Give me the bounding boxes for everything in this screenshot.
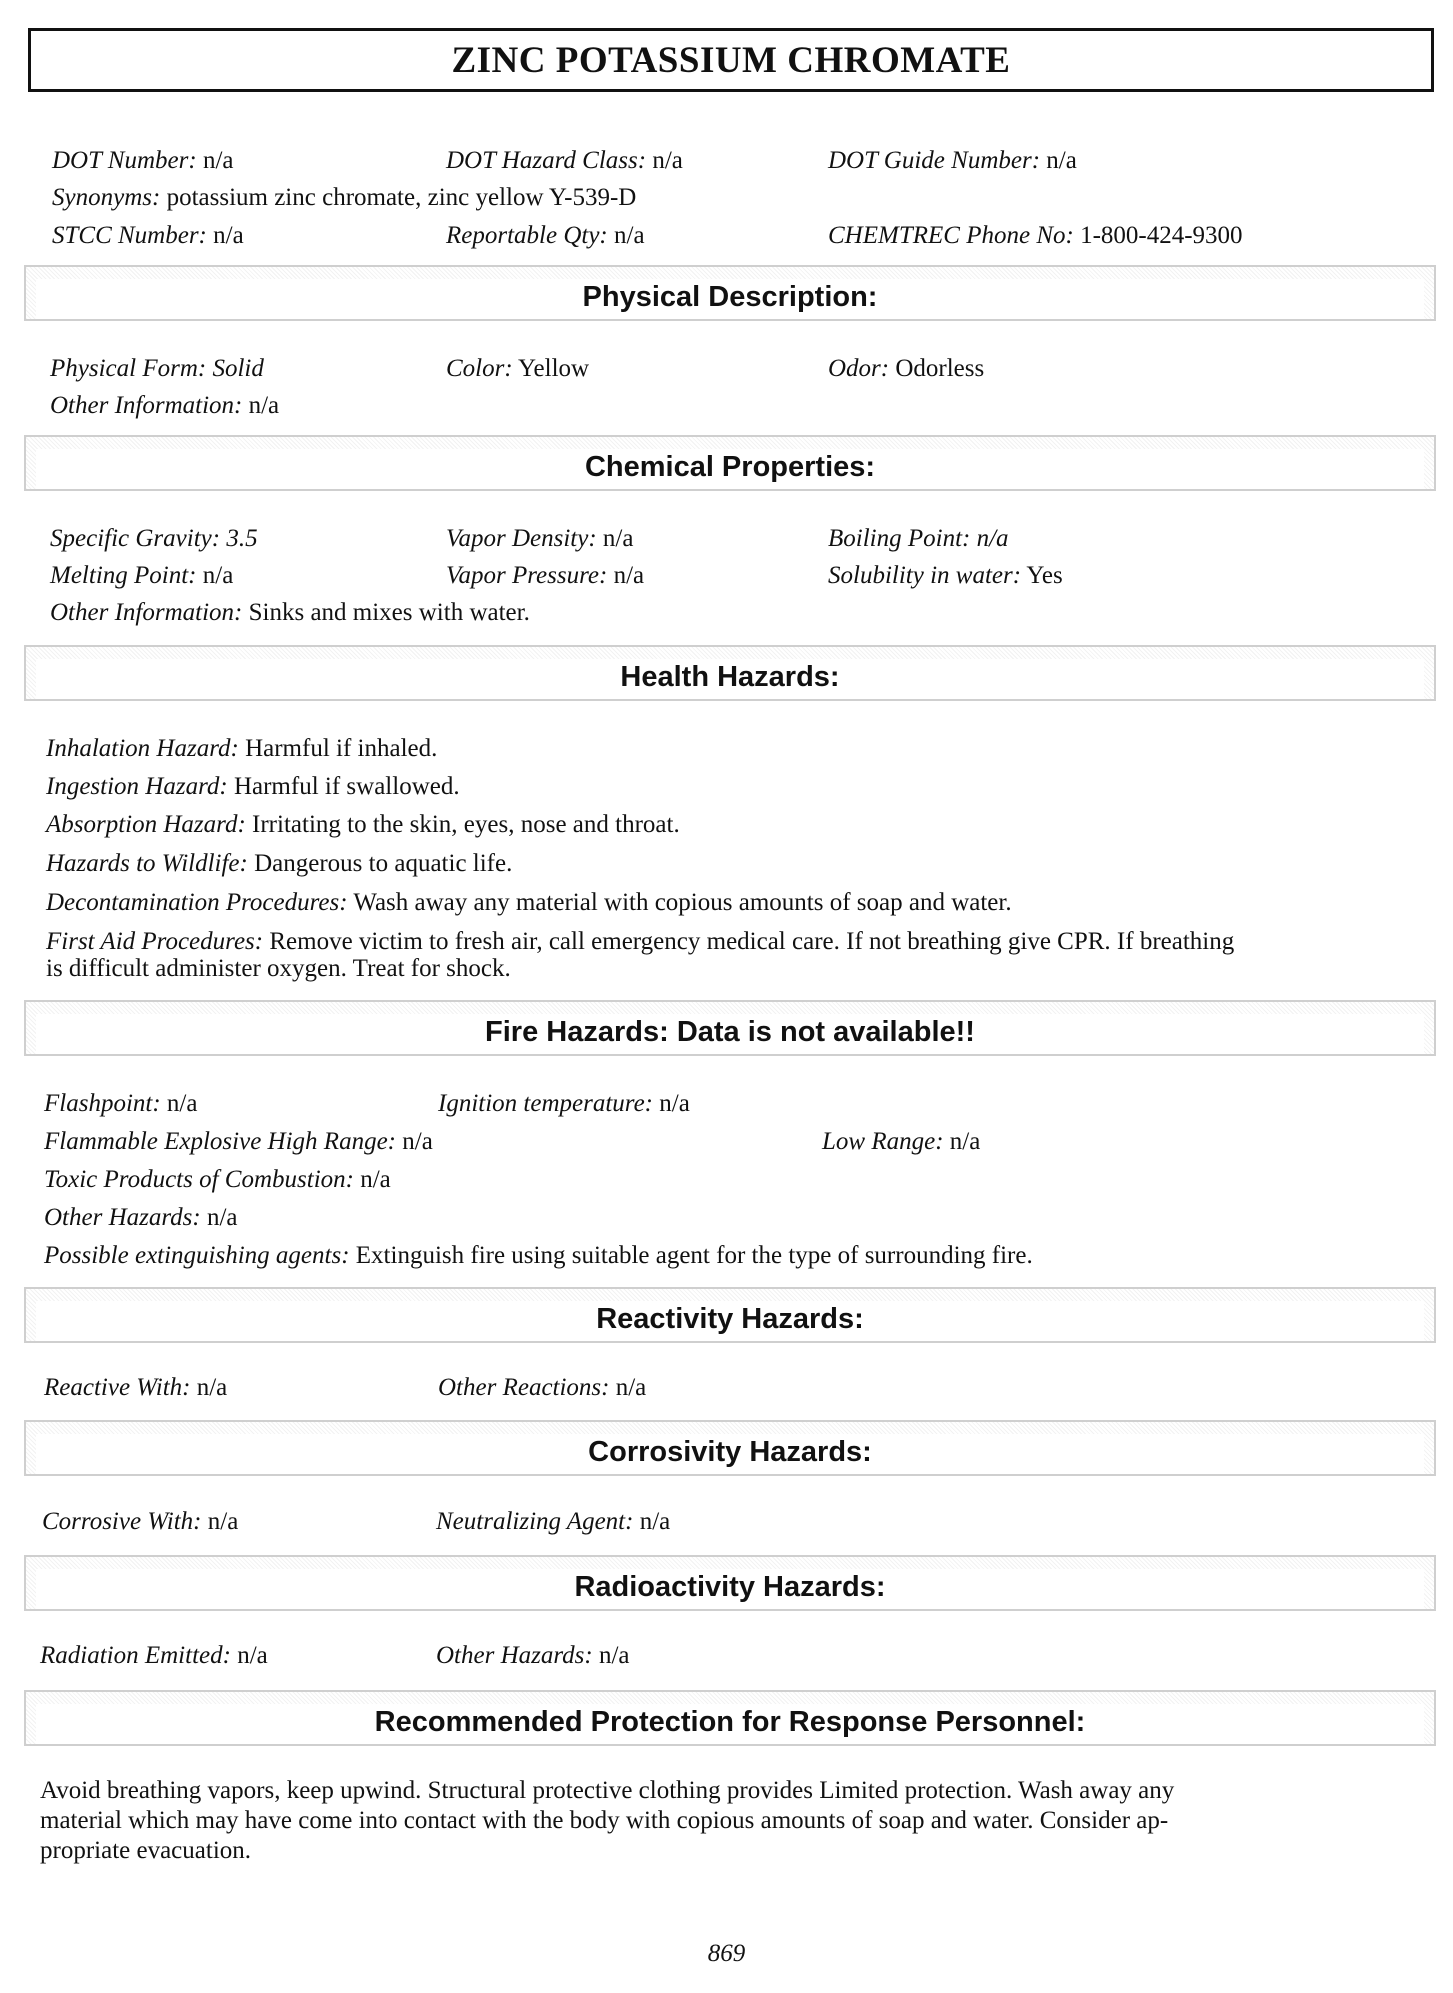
page-number: 869 <box>707 1940 746 1967</box>
section-header-corrosivity: Corrosivity Hazards: <box>24 1420 1436 1476</box>
section-header-reactivity: Reactivity Hazards: <box>24 1287 1436 1343</box>
protection-line: Avoid breathing vapors, keep upwind. Structural protective clothing provides Limited protection. Wash away any <box>40 1777 1175 1804</box>
reactive-with: Reactive With: n/a <box>44 1374 228 1401</box>
chemtrec-phone: CHEMTREC Phone No: 1-800-424-9300 <box>828 222 1243 249</box>
radiation-emitted: Radiation Emitted: n/a <box>40 1642 268 1669</box>
melting-point: Melting Point: n/a <box>50 562 234 589</box>
ignition-temperature: Ignition temperature: n/a <box>438 1090 690 1117</box>
dot-hazard-class: DOT Hazard Class: n/a <box>446 147 683 174</box>
decontamination-procedures: Decontamination Procedures: Wash away any material with copious amounts of soap and water. <box>46 889 1012 916</box>
other-reactions: Other Reactions: n/a <box>438 1374 647 1401</box>
color: Color: Yellow <box>446 355 590 382</box>
fire-other-hazards: Other Hazards: n/a <box>44 1204 238 1231</box>
extinguishing-agents: Possible extinguishing agents: Extinguish fire using suitable agent for the type of surrounding fire. <box>44 1242 1033 1269</box>
low-range: Low Range: n/a <box>822 1128 981 1155</box>
inhalation-hazard: Inhalation Hazard: Harmful if inhaled. <box>46 735 438 762</box>
section-header-chemical: Chemical Properties: <box>24 435 1436 491</box>
toxic-products: Toxic Products of Combustion: n/a <box>44 1166 391 1193</box>
vapor-pressure: Vapor Pressure: n/a <box>446 562 645 589</box>
section-header-physical: Physical Description: <box>24 265 1436 321</box>
vapor-density: Vapor Density: n/a <box>446 525 634 552</box>
stcc-number: STCC Number: n/a <box>52 222 244 249</box>
section-header-protection: Recommended Protection for Response Personnel: <box>24 1690 1436 1746</box>
protection-line: material which may have come into contact with the body with copious amounts of soap and water. Consider ap- <box>40 1807 1169 1834</box>
first-aid-procedures: First Aid Procedures: Remove victim to fresh air, call emergency medical care. If not breathing give CPR. If breathing <box>46 928 1235 955</box>
odor: Odor: Odorless <box>828 355 985 382</box>
section-header-fire: Fire Hazards: Data is not available!! <box>24 1000 1436 1056</box>
dot-guide-number: DOT Guide Number: n/a <box>828 147 1077 174</box>
neutralizing-agent: Neutralizing Agent: n/a <box>436 1508 671 1535</box>
synonyms: Synonyms: potassium zinc chromate, zinc yellow Y-539-D <box>52 184 637 211</box>
dot-number: DOT Number: n/a <box>52 147 234 174</box>
specific-gravity: Specific Gravity: 3.5 <box>50 525 258 552</box>
radio-other-hazards: Other Hazards: n/a <box>436 1642 630 1669</box>
ingestion-hazard: Ingestion Hazard: Harmful if swallowed. <box>46 773 460 800</box>
first-aid-continued: is difficult administer oxygen. Treat for shock. <box>46 955 511 982</box>
section-header-radioactivity: Radioactivity Hazards: <box>24 1555 1436 1611</box>
absorption-hazard: Absorption Hazard: Irritating to the skin, eyes, nose and throat. <box>46 811 680 838</box>
wildlife-hazard: Hazards to Wildlife: Dangerous to aquatic life. <box>46 850 513 877</box>
flashpoint: Flashpoint: n/a <box>44 1090 198 1117</box>
chemical-other-info: Other Information: Sinks and mixes with water. <box>50 599 530 626</box>
flammable-high-range: Flammable Explosive High Range: n/a <box>44 1128 433 1155</box>
protection-line: propriate evacuation. <box>40 1837 252 1864</box>
corrosive-with: Corrosive With: n/a <box>42 1508 239 1535</box>
physical-form: Physical Form: Solid <box>50 355 264 382</box>
reportable-qty: Reportable Qty: n/a <box>446 222 645 249</box>
section-header-health: Health Hazards: <box>24 645 1436 701</box>
boiling-point: Boiling Point: n/a <box>828 525 1009 552</box>
protection-paragraph <box>40 1776 1174 1866</box>
physical-other-info: Other Information: n/a <box>50 392 280 419</box>
document-title: ZINC POTASSIUM CHROMATE <box>28 28 1434 92</box>
solubility: Solubility in water: Yes <box>828 562 1063 589</box>
